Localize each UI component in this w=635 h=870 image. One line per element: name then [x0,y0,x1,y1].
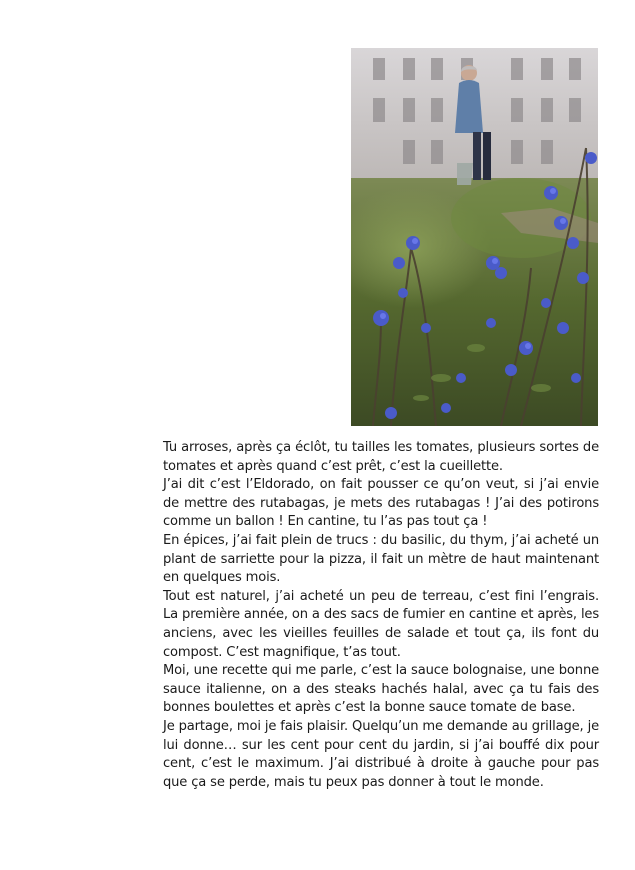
paragraph: Moi, une recette qui me parle, c’est la sauce bolognaise, une bonne sauce italienne, on a des steaks hachés halal, avec ça tu fais des bonnes boulettes et après c’est la bonne sauce tomate de base. [163,663,599,716]
paragraph: Tout est naturel, j’ai acheté un peu de terreau, c’est fini l’engrais. La première année, on a des sacs de fumier en cantine et après, les anciens, avec les vieilles feuilles de salade et tout ça, ils font du compost. C’est magnifique, t’as tout. [163,588,600,660]
garden-photo-icon [351,48,598,426]
paragraph: Je partage, moi je fais plaisir. Quelqu’un me demande au grillage, je lui donne… sur les cent pour cent du jardin, si j’ai bouffé dix pour cent, c’est le maximum. J’ai distribué à droite à gauche pour pas que ça se perde, mais tu peux pas donner à tout le monde. [163,718,599,790]
body-text [163,439,599,792]
paragraph: J’ai dit c’est l’Eldorado, on fait pousser ce qu’on veut, si j’ai envie de mettre des rutabagas, je mets des rutabagas ! J’ai des potirons comme un ballon ! En cantine, tu l’as pas tout ça ! [163,477,599,530]
paragraph: En épices, j’ai fait plein de trucs : du basilic, du thym, j’ai acheté un plant de sarriette pour la pizza, il fait un mètre de haut maintenant en quelques mois. [163,532,599,586]
paragraph: Tu arroses, après ça éclôt, tu tailles les tomates, plusieurs sortes de tomates et après quand c’est prêt, c’est la cueillette. [163,440,599,474]
garden-photo [351,48,598,426]
